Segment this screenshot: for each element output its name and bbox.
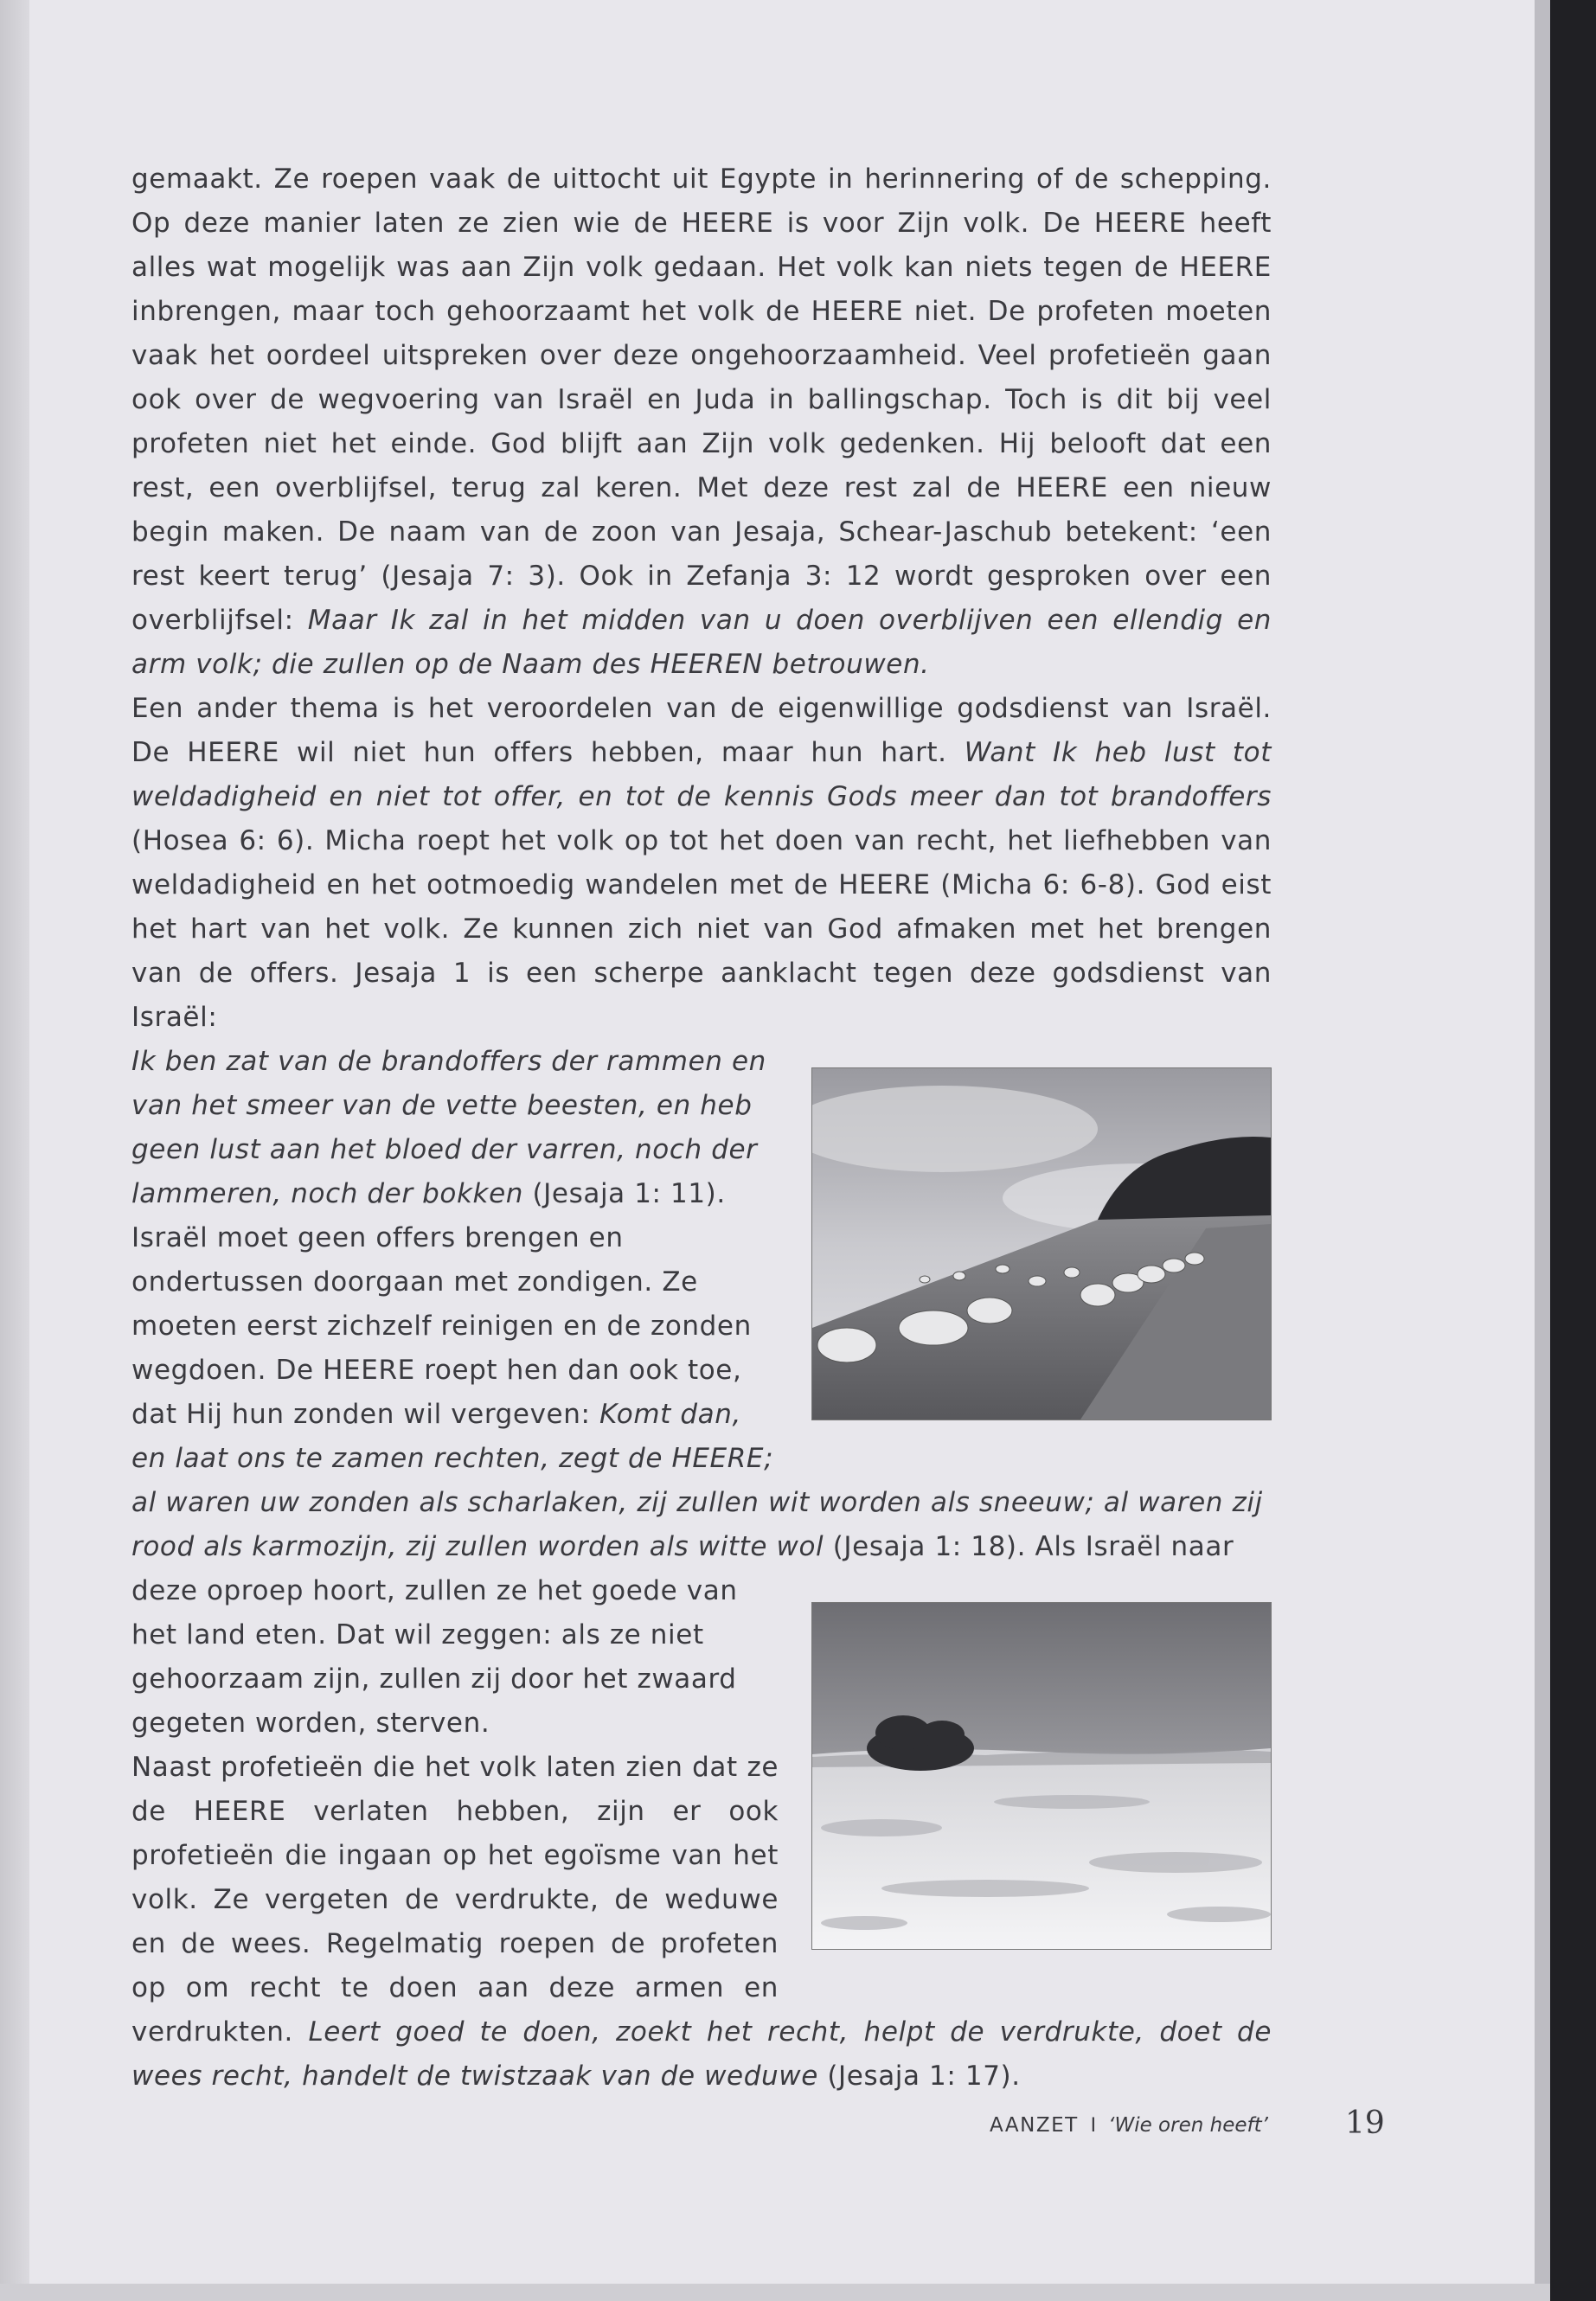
book-spine (1550, 0, 1596, 2301)
sheep-photo (811, 1067, 1272, 1420)
footer-separator: I (1090, 2115, 1097, 2137)
sheep-photo-image (812, 1068, 1271, 1420)
scripture-quote: Leert goed te doen, zoekt het recht, helpt de verdrukte, doet de wees recht, handelt de twistzaak van de weduwe (131, 2016, 1272, 2092)
text-run: gemaakt. Ze roepen vaak de uittocht uit Egypte in herinnering of de schepping. Op deze manier laten ze zien wie de HEERE is voor Zijn volk. De HEERE heeft alles wat mogelijk was aan Zijn volk gedaan. Het volk kan niets tegen de HEERE inbrengen, maar toch gehoorzaamt het volk de HEERE niet. De profeten moeten vaak het oordeel uitspreken over deze ongehoorzaamheid. Veel profetieën gaan ook over de wegvoering van Israël en Juda in ballingschap. Toch is dit bij veel profeten niet het einde. God blijft aan Zijn volk gedenken. Hij belooft dat een rest, een overblijfsel, terug zal keren. Met deze rest zal de HEERE een nieuw begin maken. De naam van de zoon van Jesaja, Schear-Jaschub betekent: ‘een rest keert terug’ (Jesaja 7: 3). Ook in Zefanja 3: 12 wordt gesproken over een overblijfsel: (131, 163, 1272, 636)
scripture-quote: Want Ik heb lust tot weldadigheid en niet tot offer, en tot de kennis Gods meer dan tot brandoffers (131, 737, 1272, 812)
page-left-shadow (0, 0, 31, 2301)
text-run: (Hosea 6: 6). Micha roept het volk op tot het doen van recht, het liefhebben van weldadigheid en het ootmoedig wandelen met de HEERE (Micha 6: 6-8). God eist het hart van het volk. Ze kunnen zich niet van God afmaken met het brengen van de offers. Jesaja 1 is een scherpe aanklacht tegen deze godsdienst van Israël: (131, 825, 1272, 1033)
paragraph-1 (131, 157, 1272, 687)
scripture-quote: Maar Ik zal in het midden van u doen overblijven een ellendig en arm volk; die zullen op de Naam des HEEREN betrouwen. (131, 605, 1272, 680)
footer-brand: AANZET (990, 2114, 1079, 2137)
scripture-quote: Ik ben zat van de brandoffers der rammen en van het smeer van de vette beesten, en heb geen lust aan het bloed der varren, noch der lammeren, noch der bokken (131, 1046, 766, 1209)
page-right-edge (1535, 0, 1550, 2301)
text-run: Naast profetieën die het volk laten zien dat ze de HEERE verlaten hebben, zijn er ook profetieën die ingaan op het egoïsme van het volk. Ze vergeten de verdrukte, de weduwe en de wees. Regelmatig roepen de profeten op om recht te doen aan deze armen en verdrukten. (131, 1752, 779, 2048)
text-run: Een ander thema is het veroordelen van de eigenwillige godsdienst van Israël. De HEERE wil niet hun offers hebben, maar hun hart. (131, 693, 1272, 768)
paragraph-2 (131, 687, 1272, 1040)
body-text (131, 157, 1272, 2099)
text-run: (Jesaja 1: 11). Israël moet geen offers brengen en ondertussen doorgaan met zondigen. Ze moeten eerst zichzelf reinigen en de zonden wegdoen. De HEERE roept hen dan ook toe, dat Hij hun zonden wil vergeven: (131, 1178, 752, 1430)
page-bottom-edge (0, 2284, 1550, 2301)
text-run: (Jesaja 1: 18). Als Israël naar deze oproep hoort, zullen ze het goede van het land eten. Dat wil zeggen: als ze niet gehoorzaam zijn, zullen zij door het zwaard gegeten worden, sterven. (131, 1531, 1234, 1739)
snow-field-photo-image (812, 1603, 1271, 1949)
page-footer (990, 2106, 1385, 2141)
text-run: (Jesaja 1: 17). (817, 2061, 1021, 2092)
footer-title: ‘Wie oren heeft’ (1108, 2114, 1268, 2137)
scripture-quote: Komt dan, en laat ons te zamen rechten, zegt de HEERE; al waren uw zonden als scharlaken, zij zullen wit worden als sneeuw; al waren zij rood als karmozijn, zij zullen worden als witte wol (131, 1399, 1263, 1562)
snow-field-photo (811, 1602, 1272, 1950)
page-number: 19 (1345, 2106, 1385, 2141)
